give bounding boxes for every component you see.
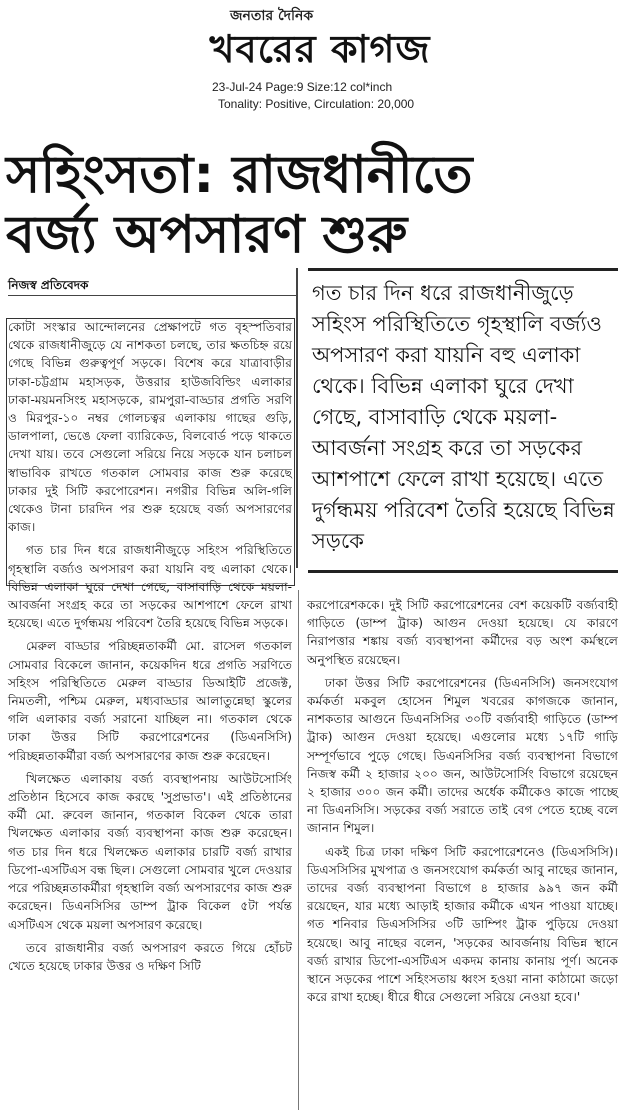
pullquote-rule-top	[308, 268, 618, 271]
byline: নিজস্ব প্রতিবেদক	[8, 278, 89, 292]
pullquote: গত চার দিন ধরে রাজধানীজুড়ে সহিংস পরিস্থিতিতে গৃহস্থালি বর্জ্যও অপসারণ করা যায়নি বহু এলাকা থেকে। বিভিন্ন এলাকা ঘুরে দেখা গেছে, বাসাবাড়ি থেকে ময়লা-আবর্জনা সংগ্রহ করে তা সড়কের আশপাশে ফেলে রাখা হয়েছে। এতে দুর্গন্ধময় পরিবেশ তৈরি হয়েছে বিভিন্ন সড়কে	[312, 281, 615, 553]
headline-line-2: বর্জ্য অপসারণ শুরু	[6, 205, 408, 265]
body-paragraph: খিলক্ষেত এলাকায় বর্জ্য ব্যবস্থাপনায় আউটসোর্সিং প্রতিষ্ঠান হিসেবে কাজ করছে 'সুপ্রভাত'। এই প্রতিষ্ঠানের কর্মী মো. রুবেল জানান, গতকাল বিকেল থেকে তারা খিলক্ষেত এলাকার বর্জ্য ব্যবস্থাপনা কাজ শুরু করেছেন। গত চার দিন ধরে খিলক্ষেত এলাকার চারটি বর্জ্য রাখার ডিপো-এসটিএস বন্ধ ছিল। সেগুলো সোমবার খুলে দেওয়ার পরে পরিচ্ছন্নতাকর্মীরা গৃহস্থালি বর্জ্য অপসারণের কাজ শুরু করেছেন। ডিএনসিসির ডাম্প ট্রাক বিকেল ৫টা পর্যন্ত এসটিএস থেকে ময়লা অপসারণ করেছে।	[8, 771, 292, 932]
byline-rule	[8, 295, 298, 296]
pullquote-border	[296, 268, 298, 568]
masthead-kicker: জনতার দৈনিক	[230, 8, 314, 24]
headline-line-1: সহিংসতা: রাজধানীতে	[6, 145, 473, 205]
body-paragraph: গত চার দিন ধরে রাজধানীজুড়ে সহিংস পরিস্থিতিতে গৃহস্থালি বর্জ্যও অপসারণ করা যায়নি বহু এলাকা থেকে। বিভিন্ন এলাকা ঘুরে দেখা গেছে, বাসাবাড়ি থেকে ময়লা-আবর্জনা সংগ্রহ করে তা সড়কের আশপাশে ফেলে রাখা হয়েছে। এতে দুর্গন্ধময় পরিবেশ তৈরি হয়েছে বিভিন্ন সড়কে।	[8, 543, 292, 631]
pullquote-rule-bottom	[308, 570, 618, 573]
body-paragraph: মেরুল বাড্ডার পরিচ্ছন্নতাকর্মী মো. রাসেল গতকাল সোমবার বিকেলে জানান, কয়েকদিন ধরে প্রগতি সরণিতে সহিংস পরিস্থিতিতে মেরুল বাড্ডার ডিআইটি প্রজেক্ট, নিমতলী, পশ্চিম মেরুল, মধ্যবাড্ডার আলাতুন্নেছা স্কুলের গলি এলাকার বর্জ্য সরানো যাচ্ছিল না। গতকাল থেকে ঢাকা উত্তর সিটি করপোরেশনের (ডিএনসিসি) পরিচ্ছন্নতাকর্মীরা বর্জ্য অপসারণের কাজ শুরু করেছেন।	[8, 639, 292, 763]
body-paragraph: একই চিত্র ঢাকা দক্ষিণ সিটি করপোরেশনেও (ডিএসসিসি)। ডিএসসিসির মুখপাত্র ও জনসংযোগ কর্মকর্তা আবু নাছের জানান, তাদের বর্জ্য ব্যবস্থাপনা বিভাগে ৪ হাজার ৯৯৭ জন কর্মী রয়েছেন, যার মধ্যে আড়াই হাজার কর্মীকে এখন পাওয়া যাচ্ছে। গত শনিবার ডিএসসিসির ৩টি ডাম্পিং ট্রাক পুড়িয়ে দেওয়া হয়েছে। আবু নাছের বলেন, 'সড়কের আবর্জনায় বিভিন্ন স্থানে বর্জ্য রাখার ডিপো-এসটিএস একদম কানায় কানায় পূর্ণ। অনেক স্থানে সড়কের পাশে সহিংসতায় ধ্বংস হওয়া নানা কাঠামো জড়ো করে রাখা হচ্ছে। ধীরে ধীরে সেগুলো সরিয়ে নেওয়া হবে।'	[307, 844, 618, 1005]
body-paragraph: ঢাকা উত্তর সিটি করপোরেশনের (ডিএনসিসি) জনসংযোগ কর্মকর্তা মকবুল হোসেন শিমুল খবরের কাগজকে জানান, নাশকতার আগুনে ডিএনসিসির ৩০টি বর্জ্যবাহী গাড়িতে (ডাম্প ট্রাক) আগুন দেওয়া হয়েছে। এগুলোর মধ্যে ১৭টি গাড়ি সম্পূর্ণভাবে পুড়ে গেছে। ডিএনসিসির বর্জ্য ব্যবস্থাপনা বিভাগে নিজস্ব কর্মী ২ হাজার ২০০ জন, আউটসোর্সিং বিভাগে রয়েছেন ২ হাজার ৩০০ জন কর্মী। তাদের অর্ধেক কর্মীকেও কাজে পাচ্ছে না ডিএনসিসি। সড়কের বর্জ্য সরাতে তাই বেগ পেতে হচ্ছে বলে জানান শিমুল।	[307, 675, 618, 836]
clipping-meta-date-page: 23-Jul-24 Page:9 Size:12 col*inch	[212, 80, 393, 94]
body-paragraph: তবে রাজধানীর বর্জ্য অপসারণ করতে গিয়ে হোঁচট খেতে হয়েছে ঢাকার উত্তর ও দক্ষিণ সিটি	[8, 940, 292, 973]
body-paragraph: করপোরেশককে। দুই সিটি করপোরেশনের বেশ কয়েকটি বর্জ্যবাহী গাড়িতে (ডাম্প ট্রাক) আগুন দেওয়া হয়েছে। যে কারণে নিরাপত্তার শঙ্কায় বর্জ্য ব্যবস্থাপনা কর্মীদের বড় অংশ কর্মস্থলে অনুপস্থিত রয়েছেন।	[307, 598, 618, 667]
clipping-meta-tonality: Tonality: Positive, Circulation: 20,000	[218, 97, 415, 111]
body-column-right	[307, 596, 618, 1011]
body-column-left	[8, 318, 292, 980]
newspaper-name: খবরের কাগজ	[209, 27, 431, 71]
column-divider	[298, 590, 299, 1110]
article-headline	[6, 145, 566, 265]
body-paragraph: কোটা সংস্কার আন্দোলনের প্রেক্ষাপটে গত বৃহস্পতিবার থেকে রাজধানীজুড়ে যে নাশকতা চলছে, তার ক্ষতচিহ্ন রয়ে গেছে বিভিন্ন গুরুত্বপূর্ণ সড়কে। বিশেষ করে যাত্রাবাড়ীর ঢাকা-চট্টগ্রাম মহাসড়ক, উত্তরার হাউজবিল্ডিং এলাকার ঢাকা-ময়মনসিংহ মহাসড়কে, রামপুরা-বাড্ডার প্রগতি সরণি ও মিরপুর-১০ নম্বর গোলচত্বর এলাকায় গাছের গুড়ি, ডালপালা, ভেঙে ফেলা ব্যারিকেড, বিলবোর্ড পড়ে থাকতে দেখা যায়। তবে সেগুলো সরিয়ে নিয়ে সড়কে যান চলাচল স্বাভাবিক রাখতে গতকাল সোমবার কাজ শুরু করেছে ঢাকার দুই সিটি করপোরেশন। নগরীর বিভিন্ন অলি-গলি থেকেও টানা চারদিন পর শুরু হয়েছে বর্জ্য অপসারণের কাজ।	[8, 320, 292, 535]
